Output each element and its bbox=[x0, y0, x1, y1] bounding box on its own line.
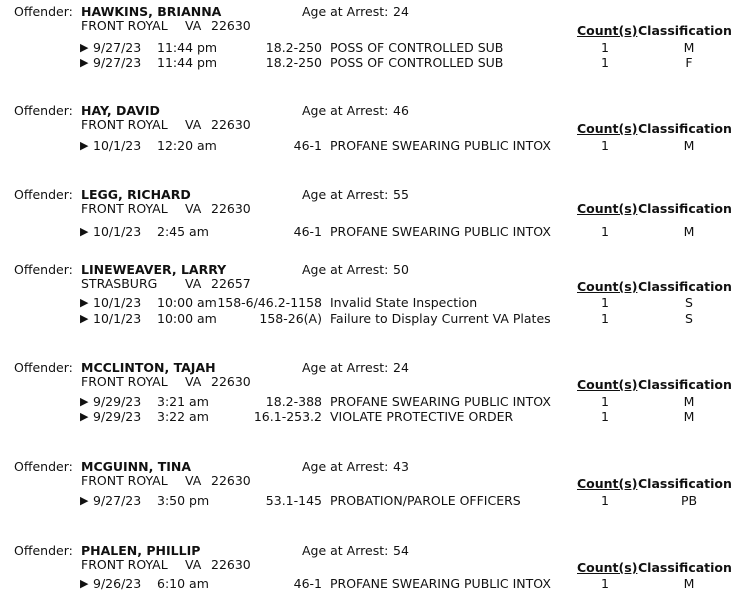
offender-label: Offender: bbox=[14, 360, 73, 375]
classification-header: Classification bbox=[638, 377, 732, 392]
charge-time: 6:10 am bbox=[157, 576, 209, 591]
charge-classification: M bbox=[683, 409, 695, 424]
age-value: 50 bbox=[393, 262, 409, 277]
counts-header: Count(s) bbox=[577, 377, 638, 392]
charge-time: 3:22 am bbox=[157, 409, 209, 424]
city: FRONT ROYAL bbox=[81, 374, 168, 389]
charge-date: 9/27/23 bbox=[93, 40, 142, 55]
charge-count: 1 bbox=[601, 295, 609, 310]
state: VA bbox=[185, 117, 202, 132]
age-label: Age at Arrest: bbox=[302, 360, 389, 375]
arrow-icon: ▶ bbox=[80, 410, 89, 423]
age-label: Age at Arrest: bbox=[302, 262, 389, 277]
age-value: 54 bbox=[393, 543, 409, 558]
charge-count: 1 bbox=[601, 576, 609, 591]
state: VA bbox=[185, 473, 202, 488]
age-label: Age at Arrest: bbox=[302, 4, 389, 19]
charge-classification: S bbox=[685, 295, 693, 310]
charge-date: 9/26/23 bbox=[93, 576, 142, 591]
charge-time: 10:00 am bbox=[157, 295, 217, 310]
counts-header: Count(s) bbox=[577, 279, 638, 294]
offender-name: LINEWEAVER, LARRY bbox=[81, 262, 227, 277]
city: FRONT ROYAL bbox=[81, 201, 168, 216]
arrow-icon: ▶ bbox=[80, 312, 89, 325]
classification-header: Classification bbox=[638, 121, 732, 136]
city: FRONT ROYAL bbox=[81, 473, 168, 488]
city: FRONT ROYAL bbox=[81, 18, 168, 33]
arrow-icon: ▶ bbox=[80, 56, 89, 69]
arrow-icon: ▶ bbox=[80, 139, 89, 152]
charge-description: Failure to Display Current VA Plates bbox=[330, 311, 551, 326]
charge-time: 3:21 am bbox=[157, 394, 209, 409]
offender-name: PHALEN, PHILLIP bbox=[81, 543, 201, 558]
state: VA bbox=[185, 201, 202, 216]
zip: 22657 bbox=[211, 276, 251, 291]
charge-description: Invalid State Inspection bbox=[330, 295, 478, 310]
zip: 22630 bbox=[211, 473, 251, 488]
charge-description: PROFANE SWEARING PUBLIC INTOX bbox=[330, 576, 551, 591]
offender-label: Offender: bbox=[14, 103, 73, 118]
classification-header: Classification bbox=[638, 476, 732, 491]
charge-code: 46-1 bbox=[293, 576, 322, 591]
charge-description: PROFANE SWEARING PUBLIC INTOX bbox=[330, 394, 551, 409]
charge-date: 9/27/23 bbox=[93, 493, 142, 508]
charge-count: 1 bbox=[601, 311, 609, 326]
zip: 22630 bbox=[211, 374, 251, 389]
charge-description: PROBATION/PAROLE OFFICERS bbox=[330, 493, 521, 508]
counts-header: Count(s) bbox=[577, 121, 638, 136]
offender-name: LEGG, RICHARD bbox=[81, 187, 191, 202]
state: VA bbox=[185, 557, 202, 572]
classification-header: Classification bbox=[638, 201, 732, 216]
charge-classification: M bbox=[683, 224, 695, 239]
city: FRONT ROYAL bbox=[81, 117, 168, 132]
state: VA bbox=[185, 276, 202, 291]
classification-header: Classification bbox=[638, 560, 732, 575]
charge-classification: F bbox=[685, 55, 693, 70]
charge-classification: M bbox=[683, 138, 695, 153]
arrow-icon: ▶ bbox=[80, 296, 89, 309]
charge-date: 9/27/23 bbox=[93, 55, 142, 70]
offender-label: Offender: bbox=[14, 262, 73, 277]
arrow-icon: ▶ bbox=[80, 225, 89, 238]
charge-time: 10:00 am bbox=[157, 311, 217, 326]
state: VA bbox=[185, 374, 202, 389]
age-value: 24 bbox=[393, 360, 409, 375]
charge-count: 1 bbox=[601, 55, 609, 70]
charge-count: 1 bbox=[601, 40, 609, 55]
charge-classification: S bbox=[685, 311, 693, 326]
charge-count: 1 bbox=[601, 409, 609, 424]
zip: 22630 bbox=[211, 557, 251, 572]
charge-date: 9/29/23 bbox=[93, 394, 142, 409]
charge-description: PROFANE SWEARING PUBLIC INTOX bbox=[330, 138, 551, 153]
charge-date: 10/1/23 bbox=[93, 224, 142, 239]
age-value: 46 bbox=[393, 103, 409, 118]
classification-header: Classification bbox=[638, 23, 732, 38]
charge-code: 158-26(A) bbox=[259, 311, 322, 326]
charge-classification: M bbox=[683, 394, 695, 409]
age-label: Age at Arrest: bbox=[302, 543, 389, 558]
charge-code: 158-6/46.2-1158 bbox=[217, 295, 322, 310]
offender-label: Offender: bbox=[14, 187, 73, 202]
charge-code: 53.1-145 bbox=[265, 493, 322, 508]
counts-header: Count(s) bbox=[577, 201, 638, 216]
arrow-icon: ▶ bbox=[80, 577, 89, 590]
arrow-icon: ▶ bbox=[80, 41, 89, 54]
age-value: 43 bbox=[393, 459, 409, 474]
charge-count: 1 bbox=[601, 224, 609, 239]
charge-classification: M bbox=[683, 576, 695, 591]
charge-time: 12:20 am bbox=[157, 138, 217, 153]
charge-code: 18.2-388 bbox=[265, 394, 322, 409]
counts-header: Count(s) bbox=[577, 476, 638, 491]
charge-count: 1 bbox=[601, 493, 609, 508]
offender-name: MCGUINN, TINA bbox=[81, 459, 192, 474]
city: STRASBURG bbox=[81, 276, 158, 291]
charge-time: 11:44 pm bbox=[157, 40, 218, 55]
charge-code: 18.2-250 bbox=[265, 40, 322, 55]
age-label: Age at Arrest: bbox=[302, 459, 389, 474]
offender-label: Offender: bbox=[14, 4, 73, 19]
charge-count: 1 bbox=[601, 138, 609, 153]
charge-code: 46-1 bbox=[293, 138, 322, 153]
age-value: 24 bbox=[393, 4, 409, 19]
counts-header: Count(s) bbox=[577, 560, 638, 575]
arrow-icon: ▶ bbox=[80, 494, 89, 507]
charge-time: 3:50 pm bbox=[157, 493, 210, 508]
age-label: Age at Arrest: bbox=[302, 103, 389, 118]
zip: 22630 bbox=[211, 18, 251, 33]
charge-time: 2:45 am bbox=[157, 224, 209, 239]
offender-label: Offender: bbox=[14, 543, 73, 558]
state: VA bbox=[185, 18, 202, 33]
charge-date: 10/1/23 bbox=[93, 138, 142, 153]
offender-name: HAWKINS, BRIANNA bbox=[81, 4, 222, 19]
offender-name: MCCLINTON, TAJAH bbox=[81, 360, 216, 375]
charge-date: 10/1/23 bbox=[93, 311, 142, 326]
age-label: Age at Arrest: bbox=[302, 187, 389, 202]
charge-code: 16.1-253.2 bbox=[253, 409, 322, 424]
age-value: 55 bbox=[393, 187, 409, 202]
charge-classification: M bbox=[683, 40, 695, 55]
charge-code: 46-1 bbox=[293, 224, 322, 239]
charge-description: POSS OF CONTROLLED SUB bbox=[330, 55, 504, 70]
classification-header: Classification bbox=[638, 279, 732, 294]
charge-count: 1 bbox=[601, 394, 609, 409]
city: FRONT ROYAL bbox=[81, 557, 168, 572]
charge-date: 9/29/23 bbox=[93, 409, 142, 424]
zip: 22630 bbox=[211, 117, 251, 132]
charge-description: VIOLATE PROTECTIVE ORDER bbox=[330, 409, 514, 424]
offender-name: HAY, DAVID bbox=[81, 103, 160, 118]
arrow-icon: ▶ bbox=[80, 395, 89, 408]
charge-date: 10/1/23 bbox=[93, 295, 142, 310]
charge-classification: PB bbox=[680, 493, 698, 508]
counts-header: Count(s) bbox=[577, 23, 638, 38]
zip: 22630 bbox=[211, 201, 251, 216]
charge-description: PROFANE SWEARING PUBLIC INTOX bbox=[330, 224, 551, 239]
charge-time: 11:44 pm bbox=[157, 55, 218, 70]
charge-description: POSS OF CONTROLLED SUB bbox=[330, 40, 504, 55]
charge-code: 18.2-250 bbox=[265, 55, 322, 70]
offender-label: Offender: bbox=[14, 459, 73, 474]
